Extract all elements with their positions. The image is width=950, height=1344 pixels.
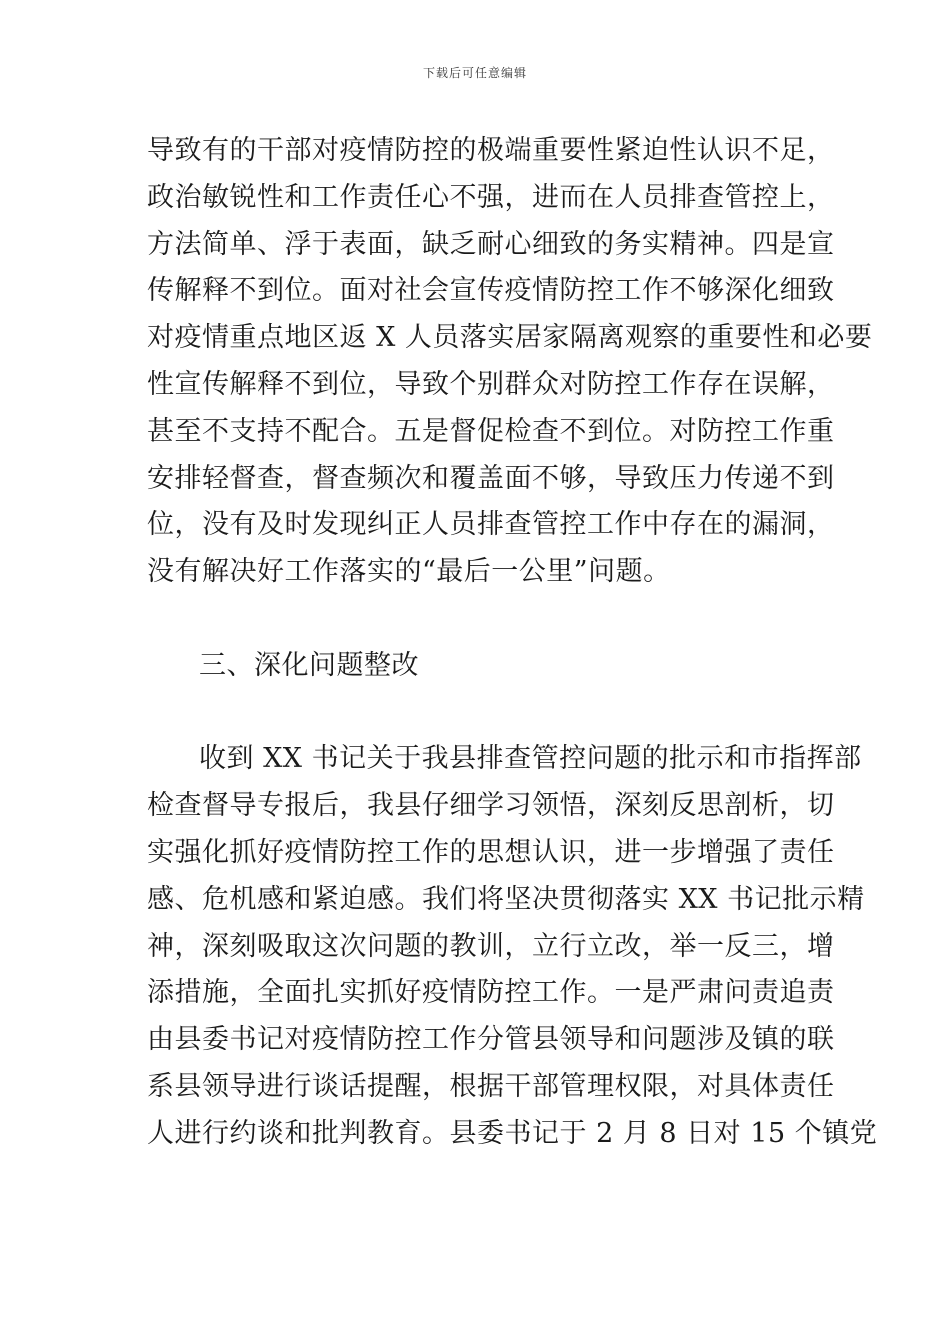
text-line: 收到 XX 书记关于我县排查管控问题的批示和市指挥部 (199, 743, 862, 775)
header-note: 下载后可任意编辑 (422, 66, 527, 80)
text-line: 实强化抓好疫情防控工作的思想认识，进一步增强了责任 (147, 836, 835, 868)
paragraph-spacer (147, 690, 807, 737)
text-line: 安排轻督查，督查频次和覆盖面不够，导致压力传递不到 (147, 462, 835, 494)
text-line: 方法简单、浮于表面，缺乏耐心细致的务实精神。四是宣 (147, 228, 835, 260)
text-line: 对疫情重点地区返 X 人员落实居家隔离观察的重要性和必要 (147, 322, 873, 354)
text-line: 位，没有及时发现纠正人员排查管控工作中存在的漏洞， (147, 509, 835, 541)
text-line: 政治敏锐性和工作责任心不强，进而在人员排查管控上， (147, 181, 835, 213)
text-line: 人进行约谈和批判教育。县委书记于 2 月 8 日对 15 个镇党 (147, 1117, 878, 1149)
text-line: 添措施，全面扎实抓好疫情防控工作。一是严肃问责追责 (147, 977, 835, 1009)
text-line: 传解释不到位。面对社会宣传疫情防控工作不够深化细致 (147, 275, 835, 307)
document-body (147, 128, 878, 1158)
text-line: 感、危机感和紧迫感。我们将坚决贯彻落实 XX 书记批示精 (147, 883, 865, 915)
text-line: 系县领导进行谈话提醒，根据干部管理权限，对具体责任 (147, 1070, 835, 1102)
text-line: 甚至不支持不配合。五是督促检查不到位。对防控工作重 (147, 415, 835, 447)
text-line: 性宣传解释不到位，导致个别群众对防控工作存在误解， (147, 368, 835, 400)
text-line: 导致有的干部对疫情防控的极端重要性紧迫性认识不足， (147, 135, 835, 166)
text-line: 检查督导专报后，我县仔细学习领悟，深刻反思剖析，切 (147, 790, 835, 822)
section-heading: 三、深化问题整改 (199, 649, 419, 681)
paragraph-2 (147, 736, 878, 1157)
paragraph-spacer (147, 596, 807, 643)
text-line: 没有解决好工作落实的“最后一公里”问题。 (147, 556, 671, 588)
text-line: 由县委书记对疫情防控工作分管县领导和问题涉及镇的联 (147, 1024, 835, 1056)
text-line: 神，深刻吸取这次问题的教训，立行立改，举一反三，增 (147, 930, 835, 962)
paragraph-1 (147, 128, 873, 596)
